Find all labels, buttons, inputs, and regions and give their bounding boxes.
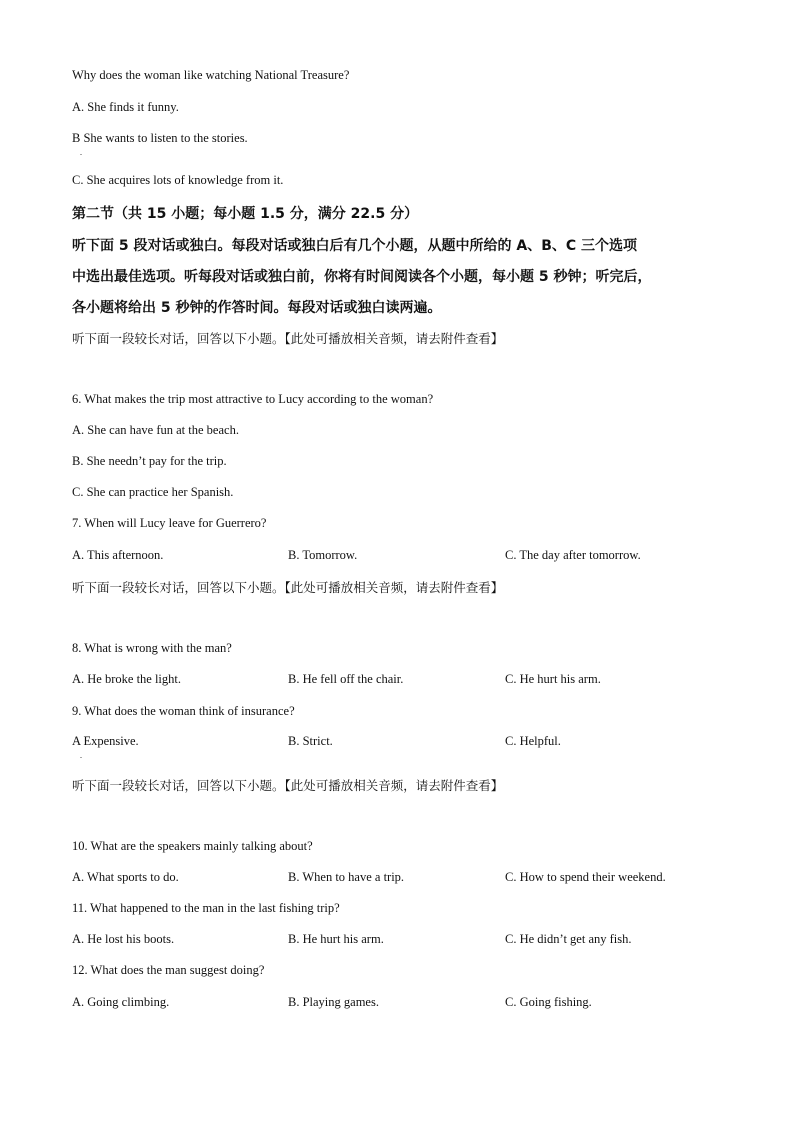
audio-note-2: 听下面一段较长对话，回答以下小题。【此处可播放相关音频，请去附件查看】	[72, 580, 504, 595]
question-9-options	[72, 734, 732, 752]
question-12-text: 12. What does the man suggest doing?	[72, 963, 265, 977]
question-6-text: 6. What makes the trip most attractive to Lucy according to the woman?	[72, 392, 434, 406]
question-6-option-a: A. She can have fun at the beach.	[72, 423, 239, 437]
punctuation-dot: .	[80, 148, 82, 157]
question-10-text: 10. What are the speakers mainly talking about?	[72, 839, 313, 853]
question-12-option-a: A. Going climbing.	[72, 995, 170, 1009]
question-7-text: 7. When will Lucy leave for Guerrero?	[72, 516, 267, 530]
question-12-option-b: B. Playing games.	[288, 995, 379, 1009]
question-7-option-b: B. Tomorrow.	[288, 548, 358, 562]
question-9-option-b: B. Strict.	[288, 734, 333, 748]
question-10-option-a: A. What sports to do.	[72, 870, 179, 884]
audio-note-3: 听下面一段较长对话，回答以下小题。【此处可播放相关音频，请去附件查看】	[72, 778, 504, 793]
question-7-option-a: A. This afternoon.	[72, 548, 164, 562]
section-2-instruction-line-3: 各小题将给出 5 秒钟的作答时间。每段对话或独白读两遍。	[72, 300, 442, 316]
section-2-instruction-line-1: 听下面 5 段对话或独白。每段对话或独白后有几个小题，从题中所给的 A、B、C 三个选项	[72, 238, 638, 254]
question-9-option-a: A Expensive.	[72, 734, 139, 748]
question-11-option-c: C. He didn’t get any fish.	[505, 932, 632, 946]
question-12-option-c: C. Going fishing.	[505, 995, 592, 1009]
audio-note-1: 听下面一段较长对话，回答以下小题。【此处可播放相关音频，请去附件查看】	[72, 331, 504, 346]
question-10-options	[72, 870, 732, 888]
question-6-option-b: B. She needn’t pay for the trip.	[72, 454, 227, 468]
question-11-text: 11. What happened to the man in the last fishing trip?	[72, 901, 340, 915]
question-7-option-c: C. The day after tomorrow.	[505, 548, 641, 562]
question-8-option-c: C. He hurt his arm.	[505, 672, 601, 686]
section-2-instruction-line-2: 中选出最佳选项。听每段对话或独白前，你将有时间阅读各个小题，每小题 5 秒钟；听完后，	[72, 269, 652, 285]
question-5-option-b: B She wants to listen to the stories.	[72, 131, 248, 145]
question-5-option-c: C. She acquires lots of knowledge from it.	[72, 173, 284, 187]
question-10-option-c: C. How to spend their weekend.	[505, 870, 666, 884]
question-5-option-a: A. She finds it funny.	[72, 100, 179, 114]
question-10-option-b: B. When to have a trip.	[288, 870, 405, 884]
question-8-option-a: A. He broke the light.	[72, 672, 182, 686]
question-11-option-a: A. He lost his boots.	[72, 932, 175, 946]
question-7-options	[72, 548, 732, 566]
question-8-options	[72, 672, 732, 690]
question-5-text: Why does the woman like watching National Treasure?	[72, 68, 350, 82]
section-2-title: 第二节（共 15 小题；每小题 1.5 分，满分 22.5 分）	[72, 206, 419, 222]
question-6-option-c: C. She can practice her Spanish.	[72, 485, 234, 499]
question-9-option-c: C. Helpful.	[505, 734, 561, 748]
question-12-options	[72, 995, 732, 1013]
question-11-option-b: B. He hurt his arm.	[288, 932, 384, 946]
punctuation-dot: .	[80, 751, 82, 760]
question-8-text: 8. What is wrong with the man?	[72, 641, 232, 655]
question-9-text: 9. What does the woman think of insurance?	[72, 704, 295, 718]
question-11-options	[72, 932, 732, 950]
question-8-option-b: B. He fell off the chair.	[288, 672, 404, 686]
